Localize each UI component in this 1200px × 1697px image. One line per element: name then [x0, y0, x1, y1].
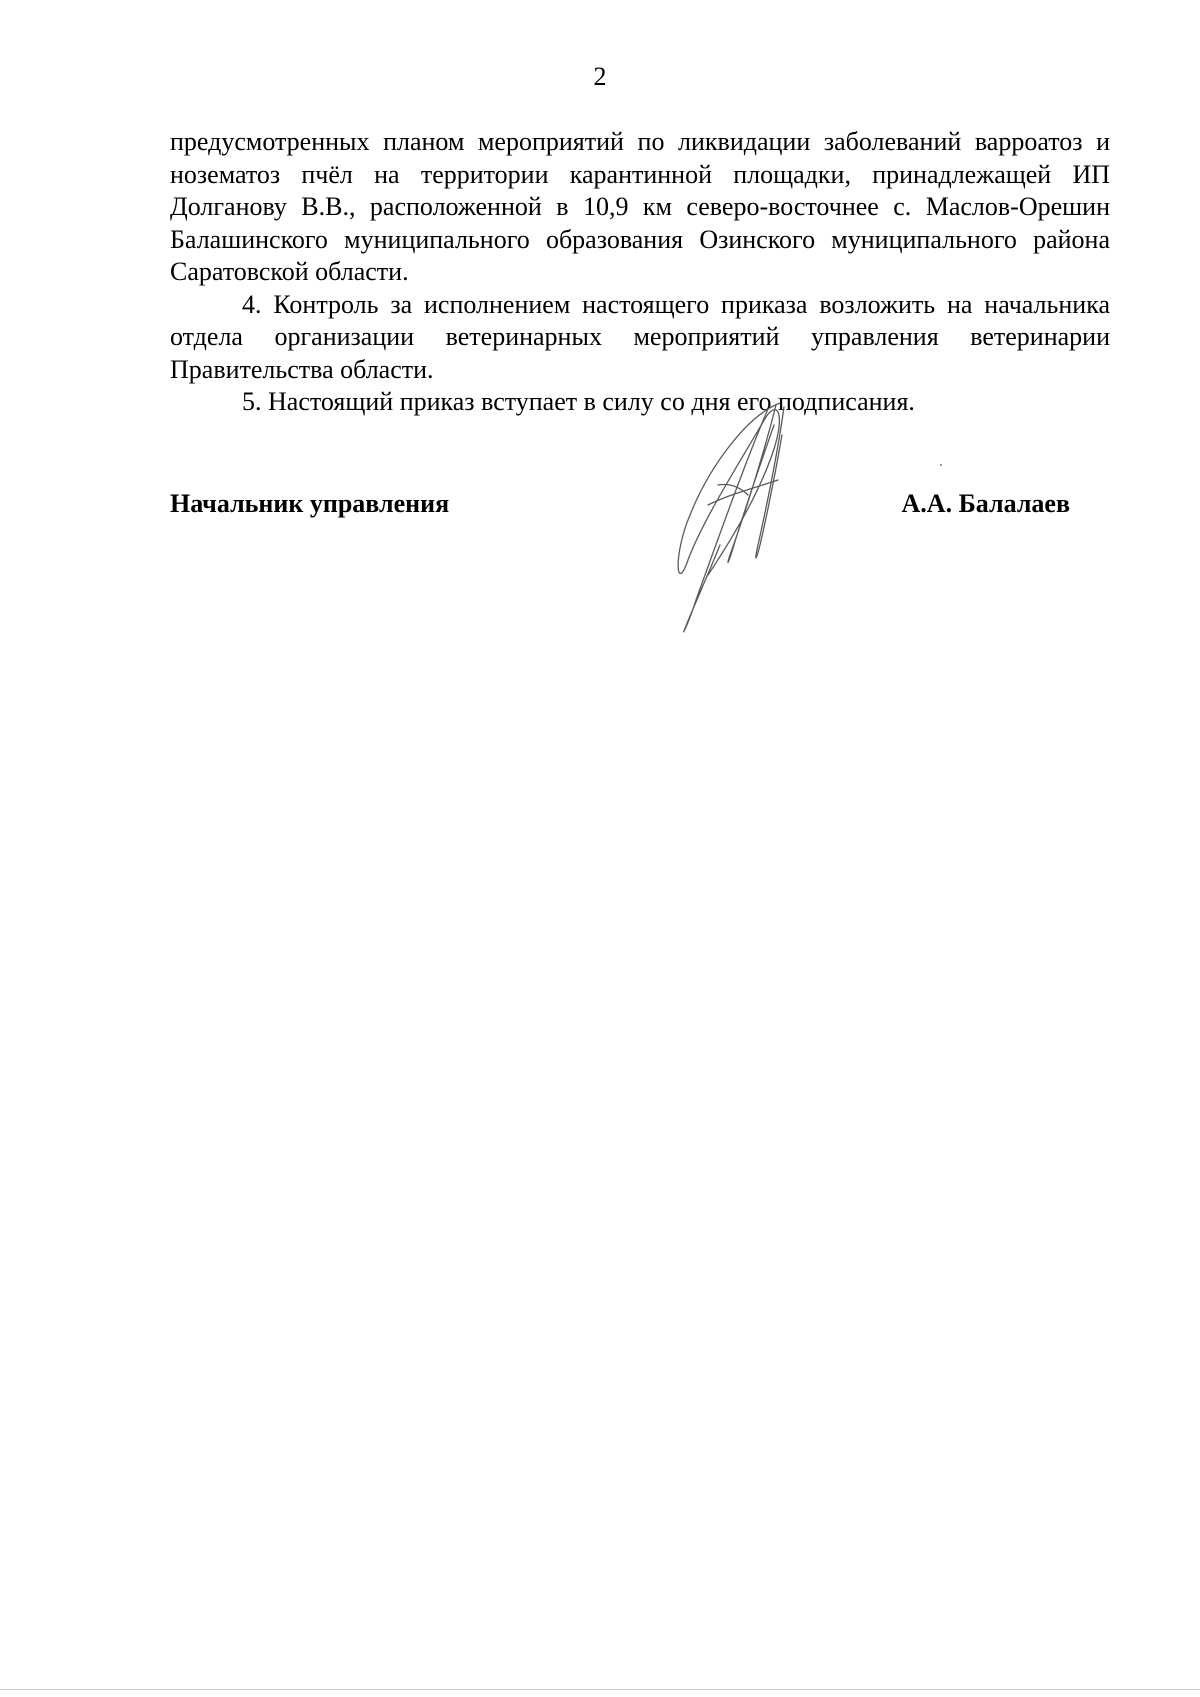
paragraph-continuation: предусмотренных планом мероприятий по ликвидации заболеваний варроатоз и нозематоз пчёл на территории карантинной площадки, принадлежащей ИП Долганову В.В., расположенной в 10,9 км северо-восточнее с. Маслов-Орешин Балашинского муниципального образования Озинского муниципального района Саратовской области. — [170, 127, 1110, 286]
signature-stroke-left — [684, 409, 768, 632]
paragraph-item-4: 4. Контроль за исполнением настоящего приказа возложить на начальника отдела организации ветеринарных мероприятий управления ветеринарии Правительства области. — [170, 289, 1110, 384]
document-body — [170, 126, 1110, 419]
paragraph-item-5: 5. Настоящий приказ вступает в силу со дня его подписания. — [242, 387, 915, 416]
signature-block — [170, 488, 1070, 528]
page-number: 2 — [593, 62, 607, 91]
signature-stroke-middle — [728, 405, 776, 562]
signature-loop-outer — [678, 403, 780, 575]
signer-name: А.А. Балалаев — [901, 489, 1070, 518]
scan-speck — [940, 464, 942, 466]
handwritten-signature — [668, 395, 798, 640]
scan-bottom-edge — [0, 1689, 1200, 1690]
signer-position: Начальник управления — [170, 489, 450, 518]
